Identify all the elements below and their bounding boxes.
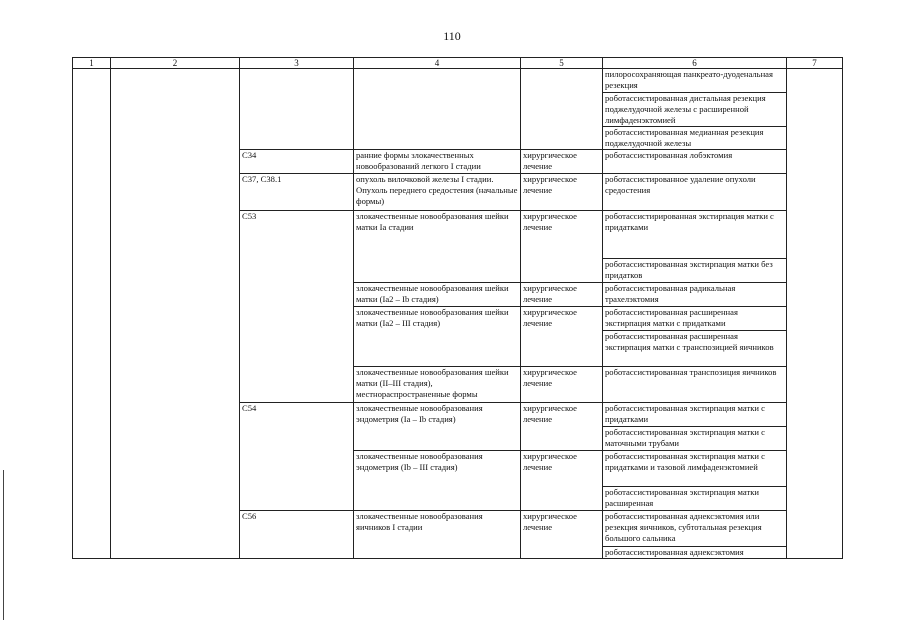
table-cell-col3 — [240, 174, 354, 211]
table-cell-col5 — [521, 93, 603, 127]
cell-text: роботассистированная медианная резекция поджелудочной железы — [605, 127, 764, 148]
cell-text: C37, C38.1 — [242, 174, 282, 184]
table-cell-col5 — [521, 211, 603, 259]
cell-text: роботассистированная аднексэктомия — [605, 547, 744, 557]
table-cell-col3 — [240, 283, 354, 307]
cell-text: злокачественные новообразования шейки матки (Ia2 – III стадия) — [356, 307, 509, 328]
table-cell-col2 — [111, 93, 240, 127]
table-row — [73, 283, 843, 307]
table-cell-col3 — [240, 307, 354, 331]
table-cell-col7 — [787, 150, 843, 174]
table-cell-col4 — [354, 174, 521, 211]
table-cell-col5 — [521, 547, 603, 559]
table-cell-col2 — [111, 69, 240, 93]
table-cell-col4 — [354, 451, 521, 487]
table-cell-col4 — [354, 259, 521, 283]
cell-text: опухоль вилочковой железы I стадии. Опухоль переднего средостения (начальные формы) — [356, 174, 518, 206]
table-cell-col5 — [521, 367, 603, 403]
table-cell-col4 — [354, 211, 521, 259]
cell-text: злокачественные новообразования эндометрия (Ib – III стадия) — [356, 451, 483, 472]
column-header: 7 — [787, 58, 843, 69]
table-cell-col7 — [787, 259, 843, 283]
table-cell-col7 — [787, 307, 843, 331]
table-cell-col2 — [111, 331, 240, 367]
cell-text: роботассистированная экстирпация матки расширенная — [605, 487, 760, 508]
column-header: 1 — [73, 58, 111, 69]
table-row — [73, 93, 843, 127]
cell-text: роботассистированная экстирпация матки с придатками — [605, 403, 765, 424]
table-cell-col4 — [354, 127, 521, 150]
table-cell-col4 — [354, 93, 521, 127]
table-cell-col1 — [73, 367, 111, 403]
table-cell-col4 — [354, 307, 521, 331]
table-cell-col4 — [354, 69, 521, 93]
procedures-table — [72, 57, 843, 559]
cell-text: злокачественные новообразования шейки матки Ia стадии — [356, 211, 509, 232]
table-cell-col1 — [73, 403, 111, 427]
cell-text: роботассистированная аднексэктомия или резекция яичников, субтотальная резекция большого сальника — [605, 511, 762, 543]
table-row — [73, 307, 843, 331]
cell-text: хирургическое лечение — [523, 174, 577, 195]
table-cell-col1 — [73, 259, 111, 283]
table-cell-col1 — [73, 127, 111, 150]
table-cell-col5 — [521, 283, 603, 307]
table-cell-col2 — [111, 547, 240, 559]
table-cell-col6 — [603, 367, 787, 403]
table-cell-col7 — [787, 211, 843, 259]
table-cell-col2 — [111, 150, 240, 174]
table-row — [73, 150, 843, 174]
table-row — [73, 547, 843, 559]
table-row — [73, 259, 843, 283]
table-cell-col7 — [787, 331, 843, 367]
table-row — [73, 127, 843, 150]
table-cell-col4 — [354, 547, 521, 559]
table-cell-col2 — [111, 427, 240, 451]
table-cell-col7 — [787, 283, 843, 307]
table-cell-col5 — [521, 331, 603, 367]
table-row — [73, 331, 843, 367]
table-cell-col4 — [354, 403, 521, 427]
table-cell-col1 — [73, 69, 111, 93]
table-cell-col1 — [73, 174, 111, 211]
table-cell-col1 — [73, 451, 111, 487]
table-cell-col7 — [787, 451, 843, 487]
table-cell-col4 — [354, 511, 521, 547]
cell-text: роботассистированная экстирпация матки с маточными трубами — [605, 427, 765, 448]
table-cell-col3 — [240, 427, 354, 451]
table-cell-col3 — [240, 403, 354, 427]
cell-text: пилоросохраняющая панкреато-дуоденальная резекция — [605, 69, 773, 90]
cell-text: C56 — [242, 511, 257, 521]
table-row — [73, 174, 843, 211]
page-number: 110 — [443, 29, 461, 43]
cell-text: роботассистированная радикальная трахелэктомия — [605, 283, 736, 304]
table-cell-col3 — [240, 451, 354, 487]
table-row — [73, 511, 843, 547]
table-row — [73, 367, 843, 403]
table-cell-col5 — [521, 259, 603, 283]
table-cell-col6 — [603, 150, 787, 174]
table-row — [73, 427, 843, 451]
cell-text: хирургическое лечение — [523, 307, 577, 328]
cell-text: ранние формы злокачественных новообразований легкого I стадии — [356, 150, 481, 171]
table-cell-col7 — [787, 427, 843, 451]
cell-text: хирургическое лечение — [523, 367, 577, 388]
table-cell-col7 — [787, 403, 843, 427]
cell-text: роботассистированное удаление опухоли средостения — [605, 174, 756, 195]
table-cell-col3 — [240, 69, 354, 93]
column-header: 4 — [354, 58, 521, 69]
table-cell-col5 — [521, 427, 603, 451]
table-cell-col3 — [240, 211, 354, 259]
table-cell-col6 — [603, 174, 787, 211]
table-cell-col5 — [521, 174, 603, 211]
table-cell-col7 — [787, 547, 843, 559]
cell-text: злокачественные новообразования шейки матки (II–III стадия), местнораспространенные формы — [356, 367, 509, 399]
table-cell-col1 — [73, 427, 111, 451]
table-cell-col4 — [354, 331, 521, 367]
table-cell-col3 — [240, 127, 354, 150]
table-cell-col2 — [111, 367, 240, 403]
table-cell-col5 — [521, 69, 603, 93]
table-cell-col5 — [521, 511, 603, 547]
table-cell-col7 — [787, 511, 843, 547]
table-cell-col5 — [521, 451, 603, 487]
table-cell-col2 — [111, 307, 240, 331]
table-cell-col3 — [240, 150, 354, 174]
cell-text: хирургическое лечение — [523, 283, 577, 304]
column-number-row — [73, 58, 843, 69]
table-cell-col3 — [240, 331, 354, 367]
table-row — [73, 451, 843, 487]
cell-text: хирургическое лечение — [523, 150, 577, 171]
table-cell-col6 — [603, 487, 787, 511]
column-header: 6 — [603, 58, 787, 69]
cell-text: хирургическое лечение — [523, 403, 577, 424]
table-cell-col1 — [73, 487, 111, 511]
table-cell-col5 — [521, 127, 603, 150]
scan-margin-line — [3, 470, 4, 620]
table-cell-col2 — [111, 127, 240, 150]
table-cell-col6 — [603, 259, 787, 283]
cell-text: роботассистированная лобэктомия — [605, 150, 733, 160]
cell-text: C54 — [242, 403, 257, 413]
table-cell-col3 — [240, 511, 354, 547]
table-cell-col2 — [111, 259, 240, 283]
table-cell-col2 — [111, 451, 240, 487]
cell-text: роботассистированная расширенная экстирпация матки с транспозицией яичников — [605, 331, 774, 352]
cell-text: роботассистированная экстирпация матки с придатками и тазовой лимфаденэктомией — [605, 451, 765, 472]
table-cell-col1 — [73, 331, 111, 367]
column-header: 5 — [521, 58, 603, 69]
table-cell-col6 — [603, 93, 787, 127]
table-row — [73, 403, 843, 427]
cell-text: роботассистированная дистальная резекция поджелудочной железы с расширенной лимфаденэктомией — [605, 93, 766, 125]
cell-text: роботассистированная расширенная экстирпация матки с придатками — [605, 307, 738, 328]
table-cell-col1 — [73, 547, 111, 559]
table-cell-col7 — [787, 69, 843, 93]
table-cell-col1 — [73, 150, 111, 174]
table-cell-col1 — [73, 211, 111, 259]
table-cell-col1 — [73, 307, 111, 331]
cell-text: C53 — [242, 211, 257, 221]
table-cell-col6 — [603, 283, 787, 307]
table-cell-col2 — [111, 403, 240, 427]
table-cell-col2 — [111, 211, 240, 259]
table-cell-col1 — [73, 93, 111, 127]
table-cell-col7 — [787, 367, 843, 403]
table-row — [73, 487, 843, 511]
cell-text: злокачественные новообразования шейки матки (Ia2 – Ib стадия) — [356, 283, 509, 304]
cell-text: злокачественные новообразования яичников I стадии — [356, 511, 483, 532]
table-cell-col4 — [354, 427, 521, 451]
table-row — [73, 211, 843, 259]
table-cell-col5 — [521, 307, 603, 331]
table-cell-col7 — [787, 127, 843, 150]
table-cell-col6 — [603, 211, 787, 259]
table-cell-col6 — [603, 403, 787, 427]
column-header: 2 — [111, 58, 240, 69]
table-cell-col6 — [603, 307, 787, 331]
table-cell-col6 — [603, 511, 787, 547]
table-cell-col4 — [354, 487, 521, 511]
table-cell-col6 — [603, 127, 787, 150]
table-cell-col1 — [73, 283, 111, 307]
table-cell-col6 — [603, 427, 787, 451]
cell-text: хирургическое лечение — [523, 511, 577, 532]
table-cell-col2 — [111, 487, 240, 511]
cell-text: C34 — [242, 150, 257, 160]
table-cell-col7 — [787, 487, 843, 511]
table-cell-col7 — [787, 93, 843, 127]
table-cell-col3 — [240, 487, 354, 511]
table-cell-col1 — [73, 511, 111, 547]
table-cell-col4 — [354, 150, 521, 174]
table-row — [73, 69, 843, 93]
table-cell-col7 — [787, 174, 843, 211]
column-header: 3 — [240, 58, 354, 69]
table-cell-col2 — [111, 174, 240, 211]
cell-text: роботассистированная транспозиция яичников — [605, 367, 777, 377]
table-cell-col5 — [521, 403, 603, 427]
table-cell-col6 — [603, 69, 787, 93]
table-cell-col3 — [240, 93, 354, 127]
table-cell-col5 — [521, 150, 603, 174]
table-cell-col5 — [521, 487, 603, 511]
table-cell-col6 — [603, 547, 787, 559]
table-cell-col2 — [111, 511, 240, 547]
cell-text: хирургическое лечение — [523, 451, 577, 472]
table-cell-col2 — [111, 283, 240, 307]
table-cell-col4 — [354, 283, 521, 307]
table-cell-col6 — [603, 451, 787, 487]
table-cell-col6 — [603, 331, 787, 367]
cell-text: роботассистирированная экстирпация матки с придатками — [605, 211, 774, 232]
table-cell-col3 — [240, 259, 354, 283]
table-cell-col4 — [354, 367, 521, 403]
table-cell-col3 — [240, 547, 354, 559]
cell-text: роботассистированная экстирпация матки без придатков — [605, 259, 773, 280]
cell-text: хирургическое лечение — [523, 211, 577, 232]
cell-text: злокачественные новообразования эндометрия (Ia – Ib стадия) — [356, 403, 483, 424]
table-cell-col3 — [240, 367, 354, 403]
